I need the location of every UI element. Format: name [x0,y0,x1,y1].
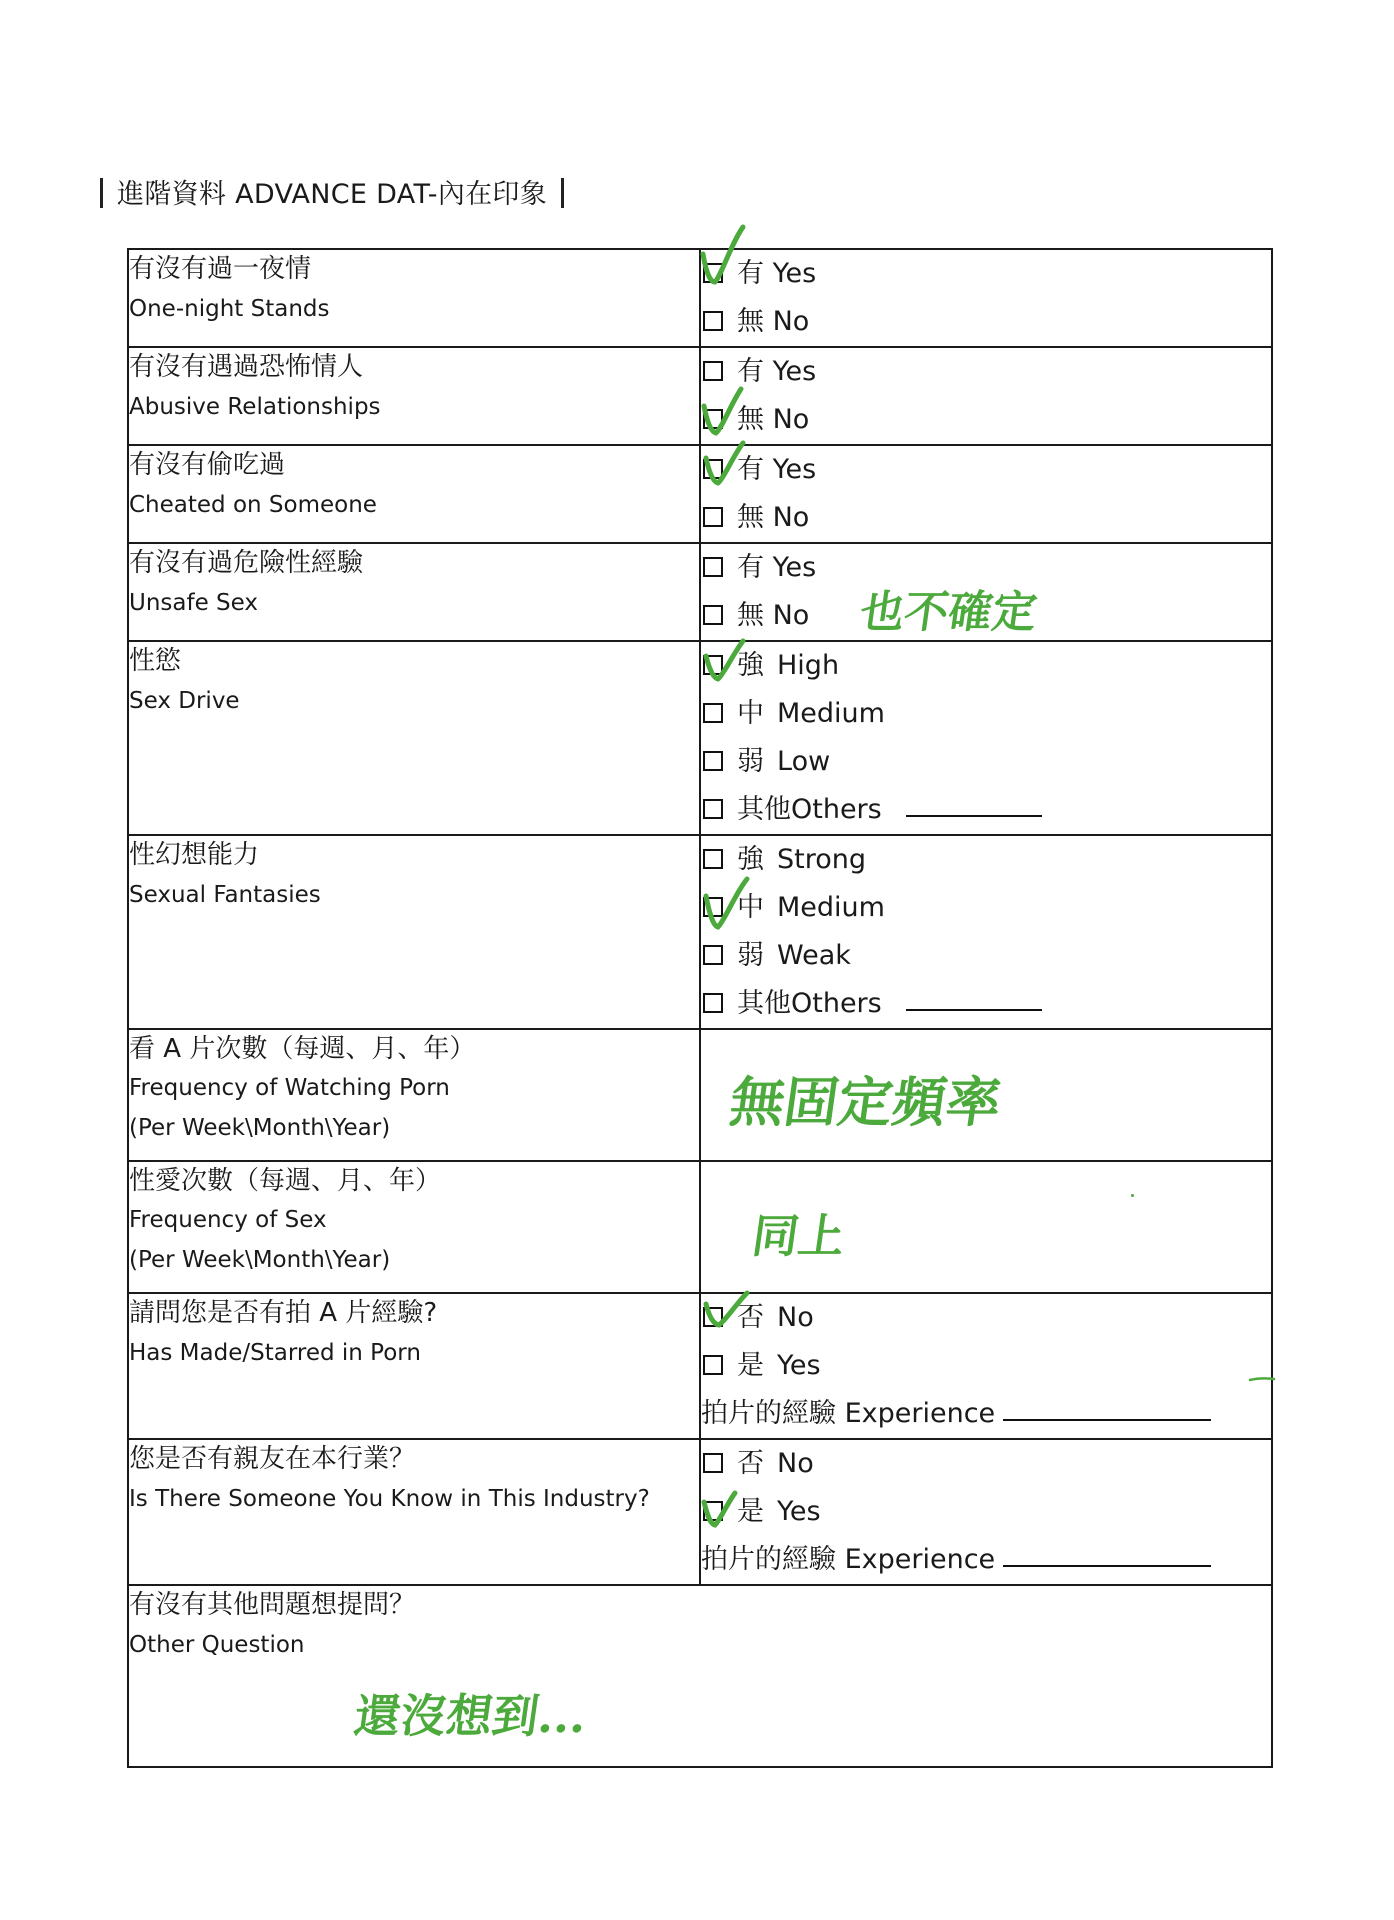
question-cell [128,1439,700,1585]
option-others[interactable] [701,786,1271,834]
option-medium[interactable] [701,690,1271,738]
option-zh: 弱 [737,940,764,971]
option-no[interactable] [701,1294,1271,1342]
checkbox[interactable] [703,311,723,331]
table-row [128,835,1272,1029]
experience-line[interactable] [701,1536,1271,1584]
answer-cell [700,249,1272,347]
question-en: One-night Stands [129,296,330,322]
table-row [128,1293,1272,1439]
question-zh: 性慾 [129,646,182,676]
section-title: 進階資料 ADVANCE DAT-內在印象 [117,179,548,210]
option-yes[interactable] [701,446,1271,494]
checkbox[interactable] [703,361,723,381]
question-zh: 看 A 片次數（每週、月、年） [129,1034,476,1064]
experience-blank[interactable] [1003,1564,1211,1567]
table-row [128,1161,1272,1293]
question-cell [128,1293,700,1439]
option-zh: 強 [737,650,764,681]
question-en: Has Made/Starred in Porn [129,1340,421,1366]
checkbox[interactable] [703,703,723,723]
table-row [128,1439,1272,1585]
option-en: Medium [777,698,885,729]
question-en: Is There Someone You Know in This Industry? [129,1486,650,1512]
option-strong[interactable] [701,836,1271,884]
option-zh: 是 [737,1350,764,1381]
handwritten-answer: 同上 [748,1209,849,1263]
checkbox[interactable] [703,751,723,771]
option-label: 有 Yes [737,552,817,583]
question-en: Sex Drive [129,688,240,714]
handwritten-note: 也不確定 [856,587,1040,638]
table-row [128,445,1272,543]
question-cell [128,543,700,641]
option-zh: 中 [737,892,764,923]
question-cell [128,1029,700,1161]
question-zh: 性幻想能力 [129,840,260,870]
checkbox[interactable] [703,263,723,283]
question-cell [128,347,700,445]
option-zh: 中 [737,698,764,729]
answer-cell [700,835,1272,1029]
question-en: Frequency of Watching Porn [129,1075,450,1101]
question-en-sub: (Per Week\Month\Year) [129,1247,391,1273]
question-en: Frequency of Sex [129,1207,327,1233]
option-no[interactable] [701,1440,1271,1488]
experience-label: 拍片的經驗 Experience [701,1398,996,1429]
others-blank[interactable] [906,814,1042,817]
question-zh: 有沒有遇過恐怖情人 [129,352,364,382]
question-cell [128,445,700,543]
option-en: Others [791,794,882,825]
option-weak[interactable] [701,932,1271,980]
question-en: Other Question [129,1632,305,1658]
option-yes[interactable] [701,348,1271,396]
checkbox[interactable] [703,557,723,577]
option-label: 無 No [737,600,810,631]
question-zh: 有沒有過一夜情 [129,254,312,284]
handwritten-answer: 還沒想到... [350,1689,591,1743]
checkbox[interactable] [703,993,723,1013]
answer-cell [700,1293,1272,1439]
table-row [128,347,1272,445]
option-zh: 否 [737,1448,764,1479]
checkbox[interactable] [703,459,723,479]
checkbox[interactable] [703,799,723,819]
answer-cell [700,641,1272,835]
question-zh: 有沒有偷吃過 [129,450,286,480]
table-row [128,249,1272,347]
checkbox[interactable] [703,1355,723,1375]
checkbox[interactable] [703,1307,723,1327]
checkbox[interactable] [703,507,723,527]
checkbox[interactable] [703,655,723,675]
option-high[interactable] [701,642,1271,690]
table-row [128,543,1272,641]
question-en: Abusive Relationships [129,394,381,420]
question-cell [128,1161,700,1293]
option-zh: 否 [737,1302,764,1333]
option-label: 無 No [737,404,810,435]
header-bar-left [100,178,103,208]
option-en: Yes [777,1496,821,1527]
option-zh: 強 [737,844,764,875]
option-yes[interactable] [701,250,1271,298]
option-en: Yes [777,1350,821,1381]
option-label: 無 No [737,502,810,533]
option-label: 無 No [737,306,810,337]
answer-cell [700,1439,1272,1585]
table-row [128,1029,1272,1161]
option-low[interactable] [701,738,1271,786]
table-row [128,641,1272,835]
option-en: No [777,1448,814,1479]
experience-line[interactable] [701,1390,1271,1438]
answer-cell [700,543,1272,641]
checkbox[interactable] [703,1453,723,1473]
experience-label: 拍片的經驗 Experience [701,1544,996,1575]
option-en: Low [777,746,831,777]
option-label: 有 Yes [737,454,817,485]
option-yes[interactable] [701,1488,1271,1536]
checkbox[interactable] [703,605,723,625]
question-zh: 您是否有親友在本行業？ [129,1444,416,1474]
option-no[interactable] [701,396,1271,444]
question-cell [128,1585,1272,1767]
option-zh: 是 [737,1496,764,1527]
option-zh: 弱 [737,746,764,777]
question-en: Sexual Fantasies [129,882,321,908]
answer-cell [700,1029,1272,1161]
experience-blank[interactable] [1003,1418,1211,1421]
answer-cell [700,445,1272,543]
table-row [128,1585,1272,1767]
question-cell [128,641,700,835]
option-label: 有 Yes [737,356,817,387]
option-en: No [777,1302,814,1333]
option-yes[interactable] [701,1342,1271,1390]
option-en: Medium [777,892,885,923]
checkbox[interactable] [703,849,723,869]
checkbox[interactable] [703,409,723,429]
question-cell [128,249,700,347]
question-cell [128,835,700,1029]
option-label: 有 Yes [737,258,817,289]
others-blank[interactable] [906,1008,1042,1011]
question-zh: 有沒有其他問題想提問？ [129,1590,416,1620]
question-zh: 有沒有過危險性經驗 [129,548,364,578]
option-en: Weak [777,940,851,971]
option-no[interactable] [701,298,1271,346]
option-en: High [777,650,840,681]
handwritten-answer: 無固定頻率 [726,1070,1006,1134]
section-header [100,172,564,211]
question-zh: 請問您是否有拍 A 片經驗? [129,1298,438,1328]
answer-cell [700,1161,1272,1293]
question-en: Unsafe Sex [129,590,259,616]
option-no[interactable] [701,494,1271,542]
checkbox[interactable] [703,945,723,965]
option-medium[interactable] [701,884,1271,932]
option-zh: 其他 [737,988,791,1019]
header-bar-right [561,178,564,208]
ink-dot [1131,1194,1134,1197]
questionnaire-table [127,248,1273,1768]
checkbox[interactable] [703,897,723,917]
option-en: Strong [777,844,867,875]
option-others[interactable] [701,980,1271,1028]
question-zh: 性愛次數（每週、月、年） [129,1166,442,1196]
option-zh: 其他 [737,794,791,825]
option-en: Others [791,988,882,1019]
checkbox[interactable] [703,1501,723,1521]
answer-cell [700,347,1272,445]
question-en: Cheated on Someone [129,492,377,518]
question-en-sub: (Per Week\Month\Year) [129,1115,391,1141]
ink-stroke [1248,1374,1278,1384]
